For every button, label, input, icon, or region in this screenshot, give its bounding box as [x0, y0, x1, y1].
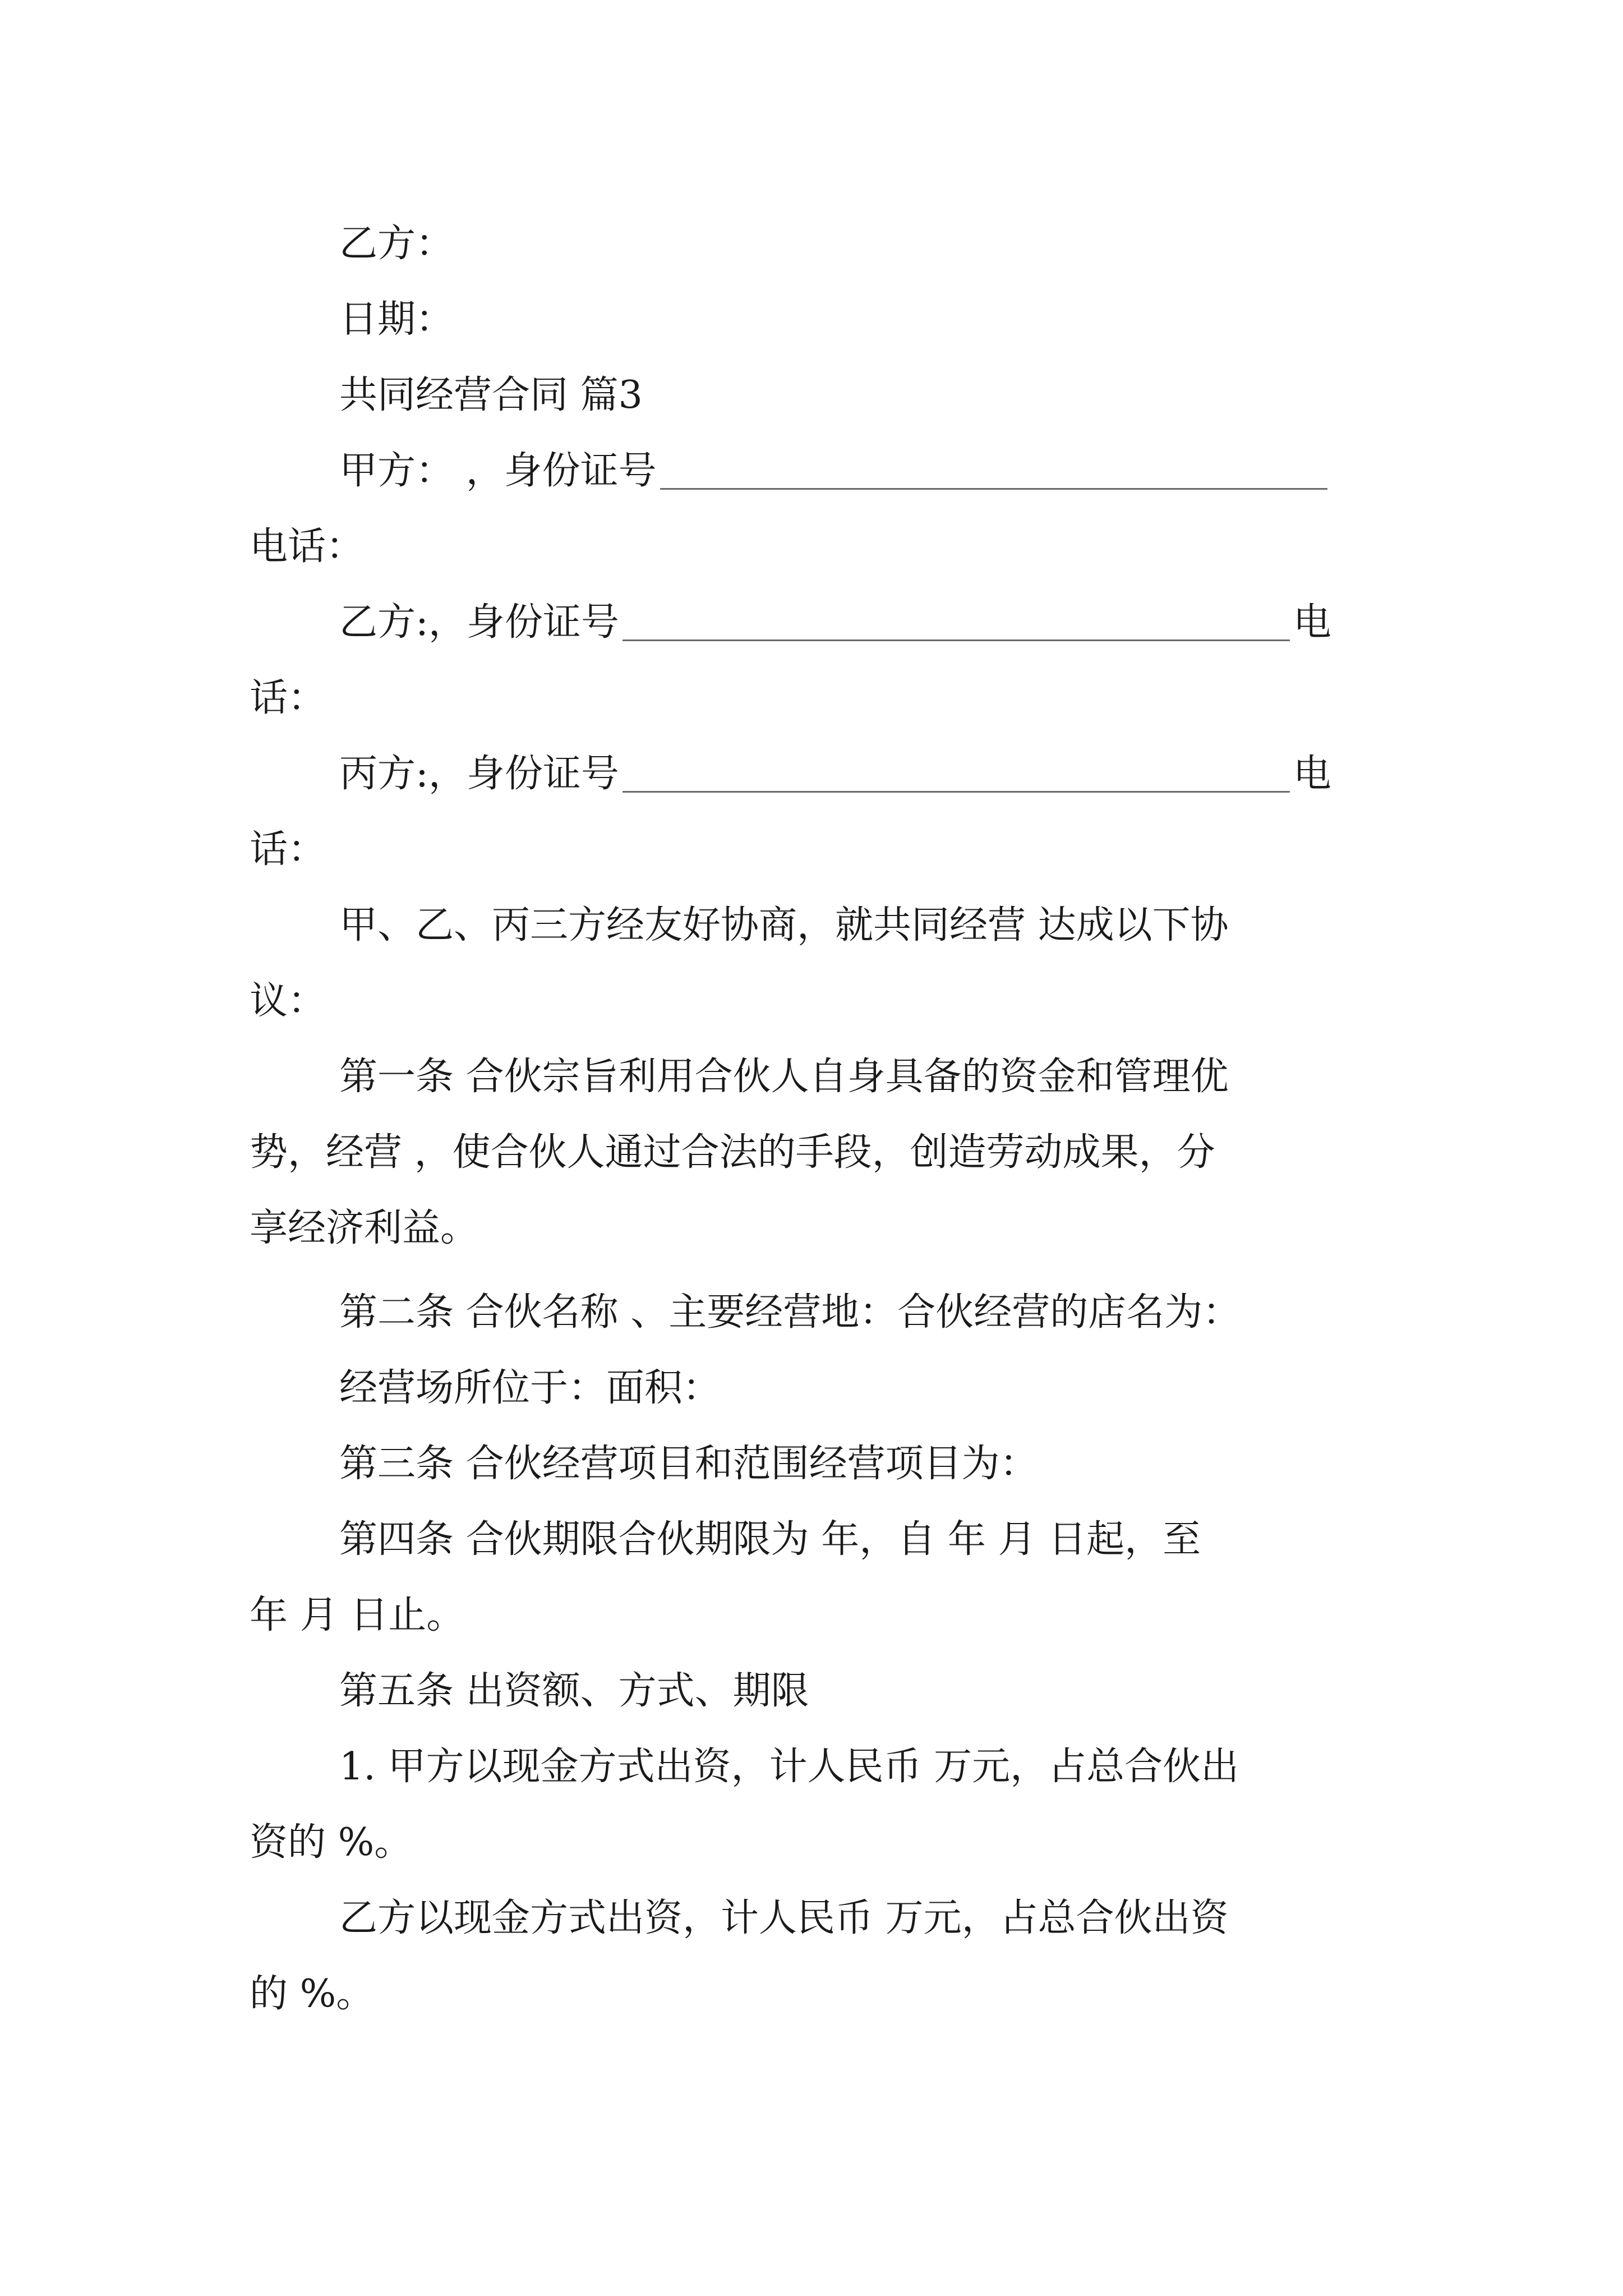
line-text: 资的 %。 [250, 1820, 413, 1865]
line-text: 年 月 日止。 [250, 1593, 465, 1637]
line-text: 话： [250, 676, 326, 720]
line-text: 丙方:，身份证号 [339, 752, 619, 796]
text-line [339, 1046, 1382, 1108]
line-text: 议： [250, 979, 326, 1023]
text-line [339, 289, 1382, 351]
line-text: 电 [1293, 752, 1331, 796]
text-line [339, 1282, 1382, 1343]
text-line [339, 1433, 1382, 1495]
text-line [250, 970, 1382, 1032]
line-text: 第四条 合伙期限合伙期限为 年，自 年 月 日起，至 [339, 1517, 1201, 1562]
party-b-line [339, 592, 1382, 654]
text-line [339, 1660, 1382, 1722]
line-text: 第五条 出资额、方式、期限 [339, 1669, 809, 1713]
line-text: 乙方： [339, 222, 454, 266]
party-c-line [339, 743, 1382, 805]
text-line [250, 516, 1382, 578]
line-text: 乙方以现金方式出资，计人民币 万元，占总合伙出资 [339, 1896, 1229, 1940]
line-text: 电话： [250, 524, 365, 569]
text-line [250, 1812, 1382, 1874]
text-line [250, 1122, 1382, 1184]
line-text: 享经济利益。 [250, 1206, 479, 1250]
text-line [250, 1963, 1382, 2025]
text-line [339, 213, 1382, 275]
line-text: 日期： [339, 297, 454, 342]
line-text: 共同经营合同 篇3 [339, 373, 643, 417]
id-number-blank [660, 453, 1327, 490]
text-line [339, 1358, 1382, 1419]
text-line [250, 1198, 1382, 1259]
id-number-blank [623, 605, 1290, 641]
section-heading [339, 365, 1382, 426]
text-line [250, 1585, 1382, 1646]
party-a-line [339, 440, 1382, 502]
text-line [339, 1736, 1382, 1798]
line-text: 第二条 合伙名称 、主要经营地：合伙经营的店名为： [339, 1290, 1241, 1335]
line-text: 话： [250, 827, 326, 872]
line-text: 乙方:，身份证号 [339, 600, 619, 645]
line-text: 甲、乙、丙三方经友好协商，就共同经营 达成以下协 [339, 903, 1229, 947]
text-line [339, 1509, 1382, 1571]
line-text: 第一条 合伙宗旨利用合伙人自身具备的资金和管理优 [339, 1055, 1229, 1099]
line-text: 经营场所位于：面积： [339, 1366, 721, 1410]
line-text: 第三条 合伙经营项目和范围经营项目为： [339, 1442, 1038, 1486]
text-line [339, 895, 1382, 956]
text-line [250, 819, 1382, 881]
line-text: 势，经营 ，使合伙人通过合法的手段，创造劳动成果，分 [250, 1130, 1215, 1175]
line-text: 1. 甲方以现金方式出资，计人民币 万元，占总合伙出 [339, 1745, 1239, 1789]
id-number-blank [623, 756, 1290, 793]
line-text: 电 [1293, 600, 1331, 645]
text-line [250, 668, 1382, 729]
line-text: 的 %。 [250, 1972, 375, 2016]
text-line [339, 1888, 1382, 1949]
line-text: 甲方： ，身份证号 [339, 449, 657, 493]
